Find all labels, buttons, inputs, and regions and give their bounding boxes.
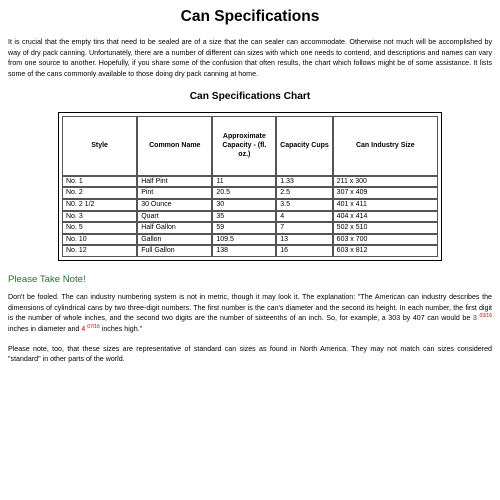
cell-industry-size: 603 x 700	[333, 234, 438, 246]
cell-capacity-cups: 4	[276, 211, 332, 223]
cell-capacity-oz: 35	[212, 211, 276, 223]
diameter-fraction: 03/16	[479, 313, 492, 320]
cell-common-name: Half Gallon	[137, 222, 212, 234]
cell-style: No. 5	[62, 222, 137, 234]
header-approx-capacity: Approximate Capacity - (fl. oz.)	[212, 116, 276, 176]
cell-capacity-oz: 109.5	[212, 234, 276, 246]
cell-capacity-oz: 59	[212, 222, 276, 234]
cell-style: No. 3	[62, 211, 137, 223]
cell-capacity-cups: 2.5	[276, 187, 332, 199]
cell-capacity-cups: 1.33	[276, 176, 332, 188]
page-title: Can Specifications	[180, 8, 320, 25]
cell-capacity-cups: 3.5	[276, 199, 332, 211]
cell-common-name: Quart	[137, 211, 212, 223]
table-row	[62, 199, 438, 211]
regional-note-paragraph: Please note, too, that these sizes are representative of standard can sizes as found in North America. They may not match can sizes considered "standard" in other parts of the world.	[8, 344, 492, 364]
cell-style: No. 2	[62, 187, 137, 199]
cell-common-name: 30 Ounce	[137, 199, 212, 211]
cell-common-name: Pint	[137, 187, 212, 199]
cell-common-name: Half Pint	[137, 176, 212, 188]
note-text: Don't be fooled. The can industry numbering system is not in metric, though it may look it. The explanation: "The American can industry describes the dimensions of cylindrical cans by two three-digit numbers. The first number is the can's diameter and the second its height. In each number, the first digit is the number of whole inches, and the second two digits are the number of sixteenths of an inch. So, for example, a 303 by 407 can would be	[8, 292, 492, 323]
specifications-table-frame	[58, 112, 442, 261]
cell-capacity-oz: 30	[212, 199, 276, 211]
intro-paragraph: It is crucial that the empty tins that need to be sealed are of a size that the can sealer can accommodate. Otherwise not much will be accomplished by way of dry pack canning. Unfortunately, there are a number of different can sizes with which one needs to contend, and descriptions and names can vary from one source to another. Hopefully, if you share some of the confusion that often results, the chart which follows might be of some assistance. It lists some of the cans commonly available to those doing dry pack canning at home.	[8, 38, 492, 79]
header-common-name: Common Name	[137, 116, 212, 176]
cell-style: No. 12	[62, 245, 137, 257]
cell-industry-size: 502 x 510	[333, 222, 438, 234]
cell-common-name: Full Gallon	[137, 245, 212, 257]
diameter-whole-inches: 3	[472, 314, 477, 323]
cell-style: No. 1	[62, 176, 137, 188]
cell-industry-size: 307 x 409	[333, 187, 438, 199]
table-row	[62, 187, 438, 199]
header-capacity-cups: Capacity Cups	[276, 116, 332, 176]
cell-capacity-cups: 16	[276, 245, 332, 257]
cell-industry-size: 401 x 411	[333, 199, 438, 211]
cell-style: N0. 2 1/2	[62, 199, 137, 211]
note-heading: Please Take Note!	[8, 273, 86, 285]
table-header-row	[62, 116, 438, 176]
table-row	[62, 211, 438, 223]
cell-style: No. 10	[62, 234, 137, 246]
height-whole-inches: 4	[81, 325, 86, 334]
table-row	[62, 176, 438, 188]
note-text-mid: inches in diameter and	[8, 325, 82, 334]
cell-common-name: Gallon	[137, 234, 212, 246]
cell-capacity-oz: 11	[212, 176, 276, 188]
header-style: Style	[62, 116, 137, 176]
table-row	[62, 245, 438, 257]
table-row	[62, 234, 438, 246]
note-text-end: inches high."	[99, 325, 143, 334]
cell-industry-size: 404 x 414	[333, 211, 438, 223]
cell-capacity-oz: 138	[212, 245, 276, 257]
header-industry-size: Can Industry Size	[333, 116, 438, 176]
cell-capacity-cups: 7	[276, 222, 332, 234]
chart-title: Can Specifications Chart	[189, 90, 311, 102]
note-paragraph	[8, 292, 492, 335]
cell-industry-size: 211 x 300	[333, 176, 438, 188]
cell-capacity-cups: 13	[276, 234, 332, 246]
page-content	[8, 6, 492, 365]
table-row	[62, 222, 438, 234]
specifications-table	[62, 116, 438, 257]
height-fraction: 07/16	[87, 324, 100, 331]
cell-industry-size: 603 x 812	[333, 245, 438, 257]
cell-capacity-oz: 20.5	[212, 187, 276, 199]
